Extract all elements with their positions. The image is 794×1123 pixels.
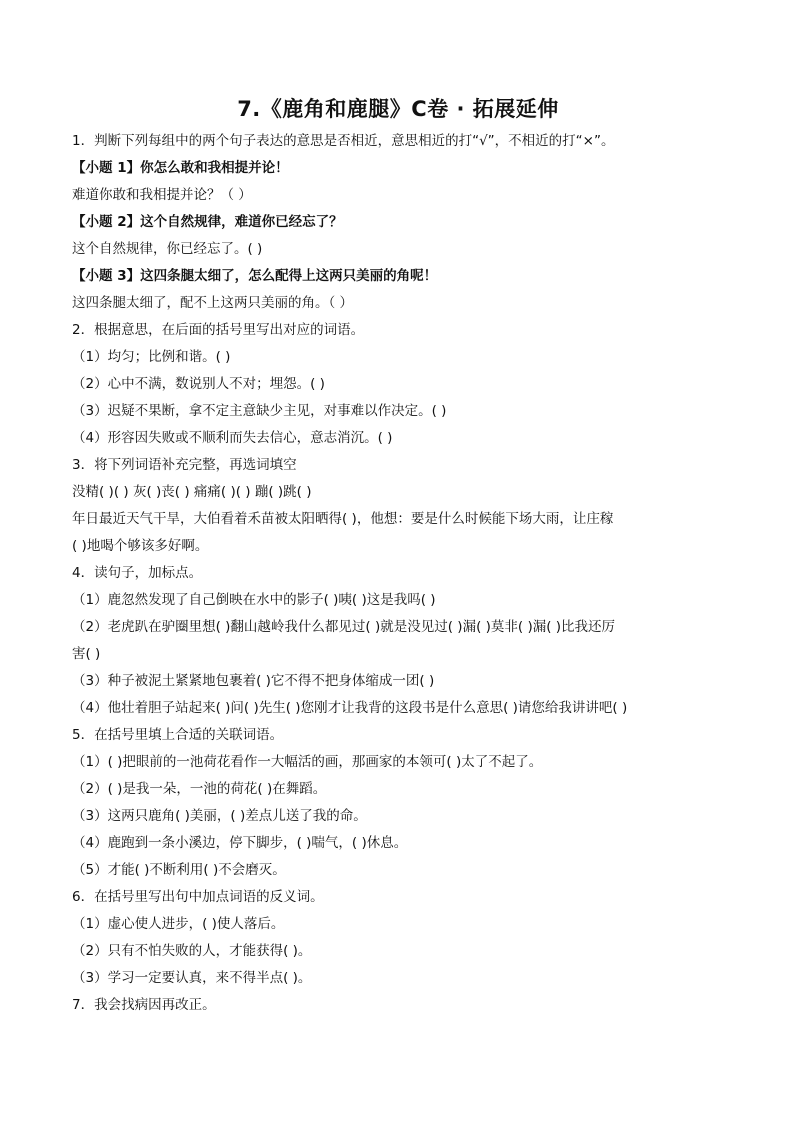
q2-instruction: 2．根据意思，在后面的括号里写出对应的词语。 [72, 322, 365, 338]
q1-item-2-sentence: 这个自然规律，难道你已经忘了？ [140, 214, 343, 230]
q1-item-1-b: 难道你敢和我相提并论？（ ） [72, 187, 252, 203]
q4-item-1: （1）鹿忽然发现了自己倒映在水中的影子( )咦( )这是我吗( ) [72, 592, 436, 608]
q6-item-1: （1）虚心使人进步，( )使人落后。 [72, 916, 285, 932]
page-title: 7.《鹿角和鹿腿》C卷 · 拓展延伸 [237, 97, 559, 121]
q4-instruction: 4．读句子，加标点。 [72, 565, 203, 581]
q7-instruction: 7．我会找病因再改正。 [72, 997, 216, 1013]
q1-instruction: 1．判断下列每组中的两个句子表达的意思是否相近，意思相近的打“√”，不相近的打“×”。 [72, 133, 615, 149]
q4-item-3: （3）种子被泥土紧紧地包裹着( )它不得不把身体缩成一团( ) [72, 673, 435, 689]
q1-item-2-label: 【小题 2】 [72, 214, 141, 230]
q1-item-2-b: 这个自然规律，你已经忘了。( ) [72, 241, 263, 257]
worksheet-page [72, 96, 724, 1019]
q1-item-2-a [72, 209, 724, 236]
q5-item-3: （3）这两只鹿角( )美丽，( )差点儿送了我的命。 [72, 808, 367, 824]
q1-item-1-sentence: 你怎么敢和我相提并论！ [140, 160, 289, 176]
q5-item-5: （5）才能( )不断利用( )不会磨灭。 [72, 862, 286, 878]
q1-item-3-b: 这四条腿太细了，配不上这两只美丽的角。（ ） [72, 295, 354, 311]
q1-item-3-sentence: 这四条腿太细了，怎么配得上这两只美丽的角呢！ [140, 268, 438, 284]
q3-sentence-2: ( )地喝个够该多好啊。 [72, 538, 209, 554]
q1-item-1-a [72, 155, 724, 182]
q1-item-3-label: 【小题 3】 [72, 268, 141, 284]
q2-item-4: （4）形容因失败或不顺利而失去信心，意志消沉。( ) [72, 430, 393, 446]
q3-instruction: 3．将下列词语补充完整，再选词填空 [72, 457, 297, 473]
q6-item-2: （2）只有不怕失败的人，才能获得( )。 [72, 943, 312, 959]
q4-item-2: （2）老虎趴在驴圈里想( )翻山越岭我什么都见过( )就是没见过( )漏( )莫非( )漏( )比我还厉 [72, 619, 616, 635]
q1-item-1-label: 【小题 1】 [72, 160, 141, 176]
q5-item-2: （2）( )是我一朵，一池的荷花( )在舞蹈。 [72, 781, 327, 797]
q2-item-2: （2）心中不满，数说别人不对；埋怨。( ) [72, 376, 325, 392]
q5-item-1: （1）( )把眼前的一池荷花看作一大幅活的画，那画家的本领可( )太了不起了。 [72, 754, 543, 770]
q2-item-1: （1）均匀；比例和谐。( ) [72, 349, 231, 365]
q6-instruction: 6．在括号里写出句中加点词语的反义词。 [72, 889, 324, 905]
q2-item-3: （3）迟疑不果断，拿不定主意缺少主见，对事难以作决定。( ) [72, 403, 447, 419]
q3-sentence-1: 年日最近天气干旱，大伯看着禾苗被太阳晒得( )，他想：要是什么时候能下场大雨，让庄稼 [72, 511, 614, 527]
q5-instruction: 5．在括号里填上合适的关联词语。 [72, 727, 284, 743]
q6-item-3: （3）学习一定要认真，来不得半点( )。 [72, 970, 312, 986]
q4-item-2-cont: 害( ) [72, 646, 101, 662]
q5-item-4: （4）鹿跑到一条小溪边，停下脚步，( )喘气，( )休息。 [72, 835, 408, 851]
q4-item-4: （4）他壮着胆子站起来( )问( )先生( )您刚才让我背的这段书是什么意思( )请您给我讲讲吧( ) [72, 700, 628, 716]
q3-words: 没精( )( ) 灰( )丧( ) 痛痛( )( ) 蹦( )跳( ) [72, 484, 312, 500]
q1-item-3-a [72, 263, 724, 290]
